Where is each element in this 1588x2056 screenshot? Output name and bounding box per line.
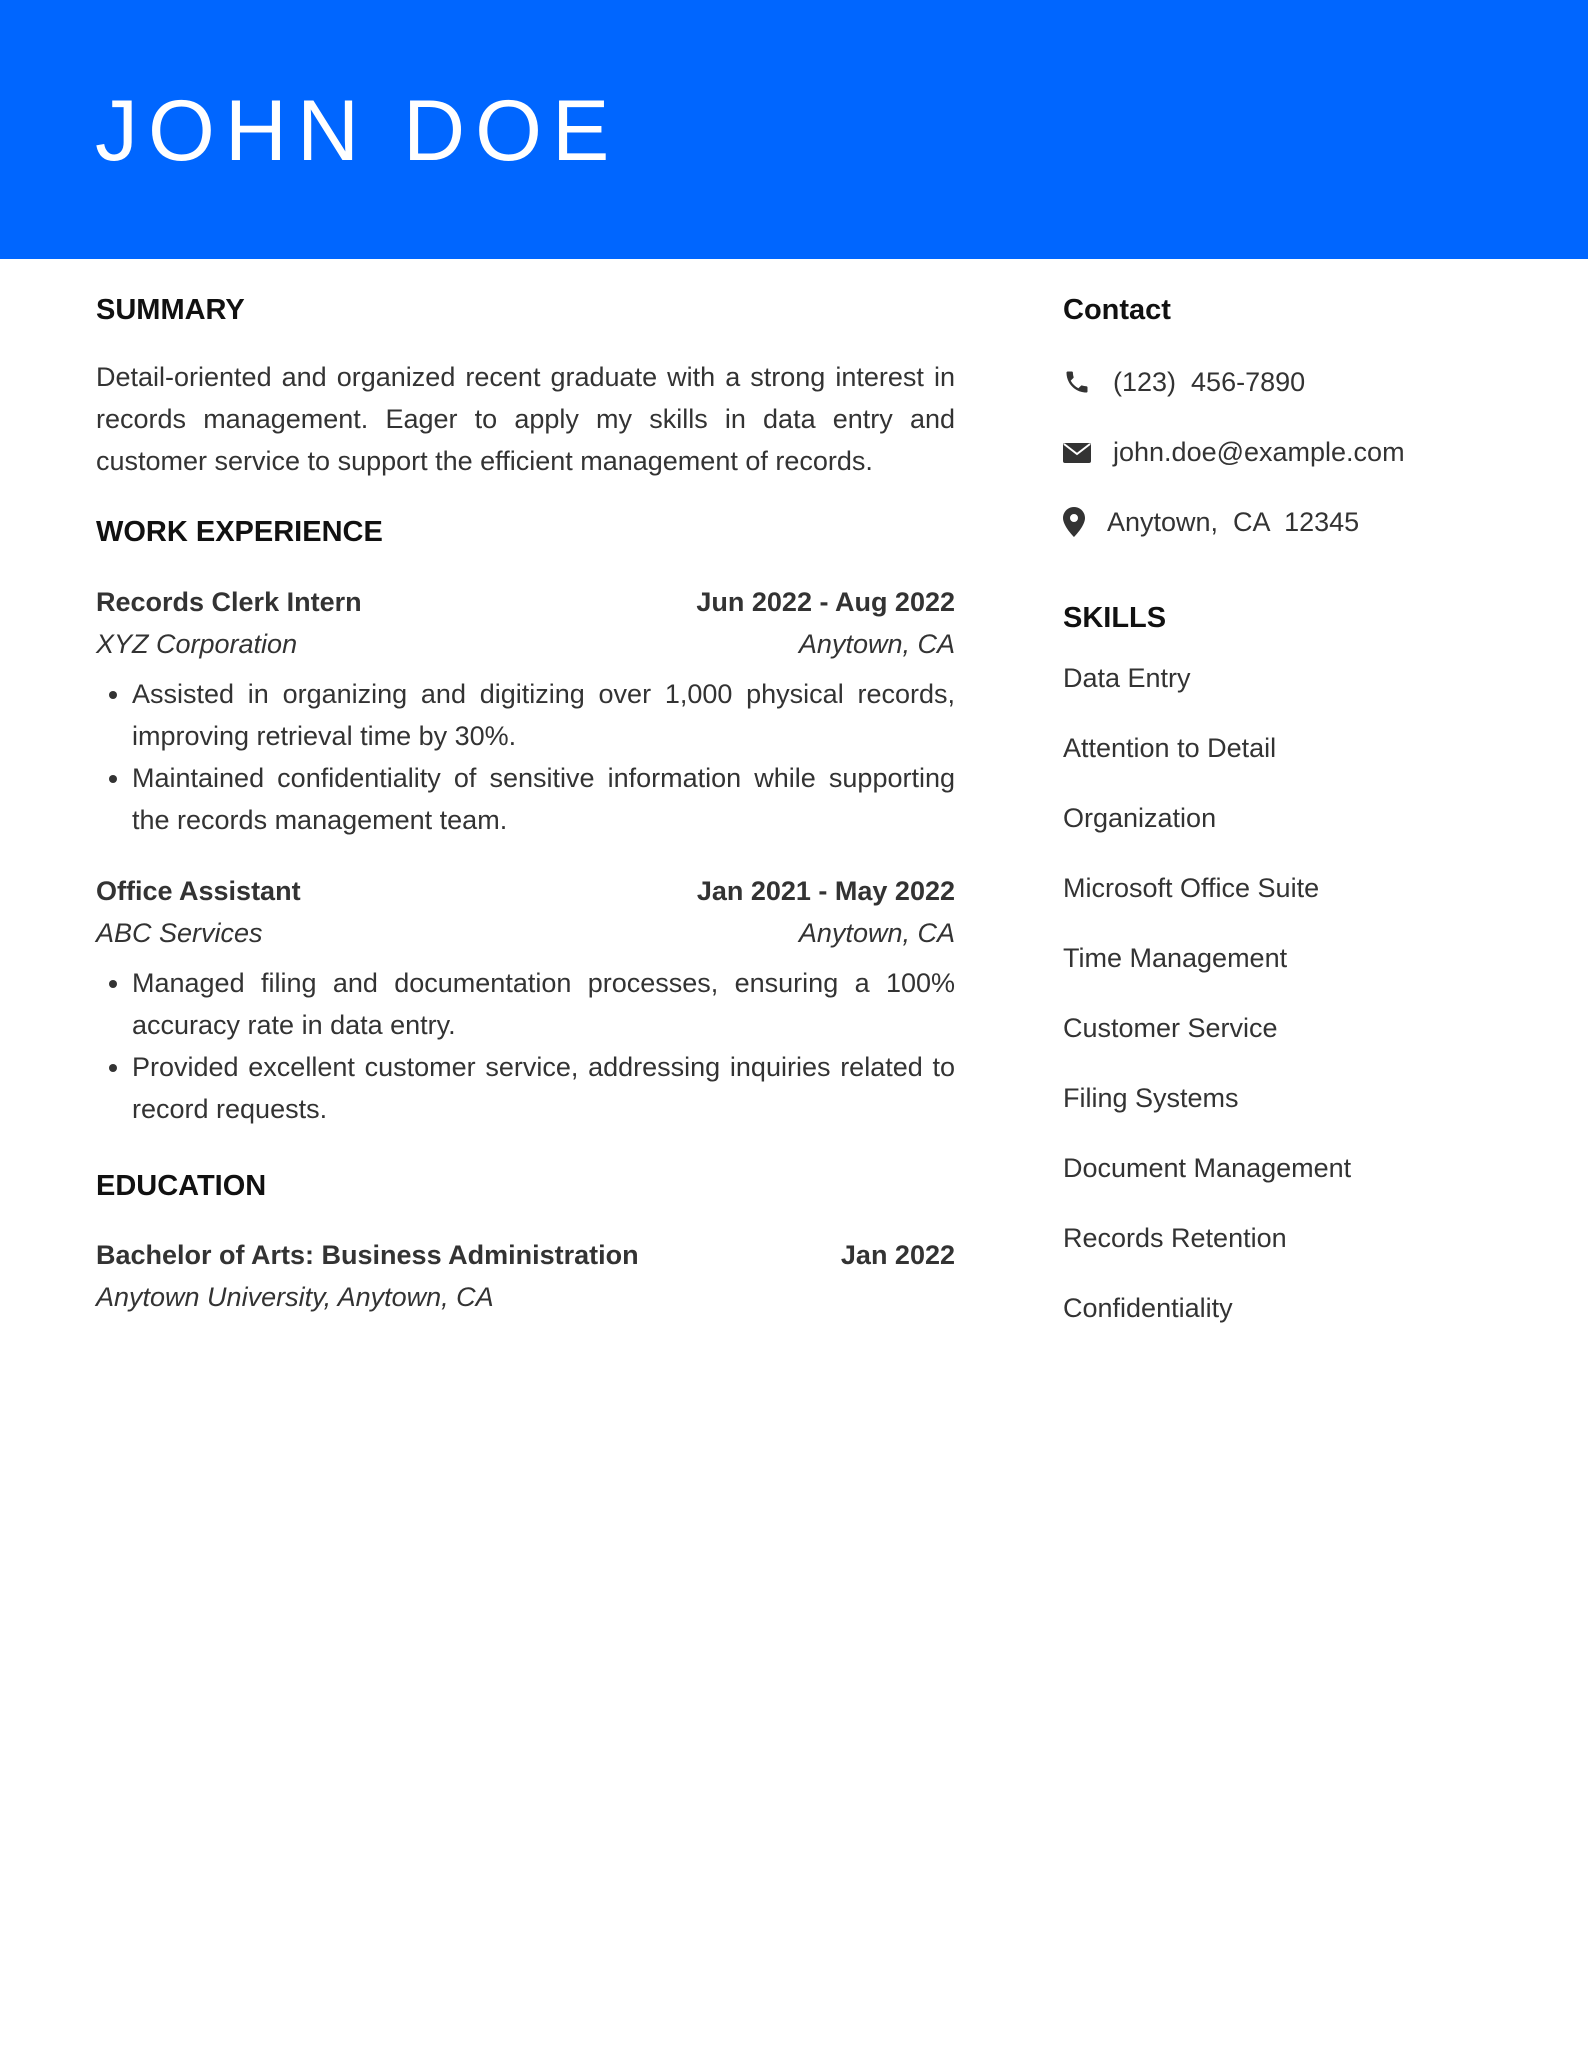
job-bullet: • Managed filing and documentation processes, ensuring a 100% accuracy rate in data entry. bbox=[132, 962, 955, 1046]
education-heading: EDUCATION bbox=[96, 1170, 267, 1202]
job-bullets bbox=[96, 673, 955, 841]
map-pin-icon bbox=[1063, 507, 1085, 537]
education-section bbox=[96, 1166, 955, 1318]
school-name: Anytown University, Anytown, CA bbox=[96, 1282, 494, 1312]
job-title: Records Clerk Intern bbox=[96, 587, 362, 617]
contact-heading: Contact bbox=[1063, 294, 1171, 326]
job-entry bbox=[96, 581, 955, 841]
skill-item: Organization bbox=[1063, 803, 1217, 833]
job-title: Office Assistant bbox=[96, 876, 301, 906]
phone-icon bbox=[1063, 367, 1093, 397]
job-bullet: • Maintained confidentiality of sensitive information while supporting the records management team. bbox=[132, 757, 955, 841]
degree-title: Bachelor of Arts: Business Administration bbox=[96, 1240, 639, 1270]
contact-email bbox=[1063, 432, 1523, 472]
skill-item: Records Retention bbox=[1063, 1223, 1287, 1253]
main-column bbox=[96, 290, 955, 1318]
job-company: ABC Services bbox=[96, 918, 263, 948]
summary-heading: SUMMARY bbox=[96, 294, 245, 326]
work-experience-section bbox=[96, 512, 955, 1130]
contact-address bbox=[1063, 502, 1523, 542]
job-bullets bbox=[96, 962, 955, 1130]
skill-item: Time Management bbox=[1063, 943, 1288, 973]
summary-text: Detail-oriented and organized recent graduate with a strong interest in records management. Eager to apply my skills in data entry and customer service to support the efficient management of records. bbox=[96, 362, 955, 476]
skill-item: Customer Service bbox=[1063, 1013, 1278, 1043]
job-dates: Jan 2021 - May 2022 bbox=[696, 876, 955, 906]
skill-item: Data Entry bbox=[1063, 663, 1191, 693]
address-text: Anytown, CA 12345 bbox=[1107, 506, 1360, 537]
skill-item: Filing Systems bbox=[1063, 1083, 1239, 1113]
skill-item: Attention to Detail bbox=[1063, 733, 1277, 763]
email-link[interactable]: john.doe@example.com bbox=[1113, 436, 1405, 467]
skill-item: Microsoft Office Suite bbox=[1063, 873, 1320, 903]
skills-heading: SKILLS bbox=[1063, 602, 1167, 634]
skill-item: Document Management bbox=[1063, 1153, 1352, 1183]
phone-text: (123) 456-7890 bbox=[1113, 366, 1306, 397]
skill-item: Confidentiality bbox=[1063, 1293, 1233, 1323]
job-location: Anytown, CA bbox=[798, 918, 955, 948]
summary-section bbox=[96, 290, 955, 482]
job-bullet: • Provided excellent customer service, addressing inquiries related to record requests. bbox=[132, 1046, 955, 1130]
sidebar-column bbox=[1063, 290, 1523, 1328]
candidate-name: JOHN DOE bbox=[95, 83, 620, 179]
skills-list bbox=[1063, 658, 1523, 1328]
job-bullet: • Assisted in organizing and digitizing over 1,000 physical records, improving retrieval time by 30%. bbox=[132, 673, 955, 757]
work-experience-heading: WORK EXPERIENCE bbox=[96, 516, 383, 548]
envelope-icon bbox=[1063, 437, 1093, 467]
job-company: XYZ Corporation bbox=[96, 629, 298, 659]
job-dates: Jun 2022 - Aug 2022 bbox=[696, 587, 955, 617]
contact-phone bbox=[1063, 362, 1523, 402]
job-location: Anytown, CA bbox=[798, 629, 955, 659]
degree-date: Jan 2022 bbox=[840, 1240, 955, 1270]
header-banner bbox=[0, 0, 1588, 259]
job-entry bbox=[96, 870, 955, 1130]
